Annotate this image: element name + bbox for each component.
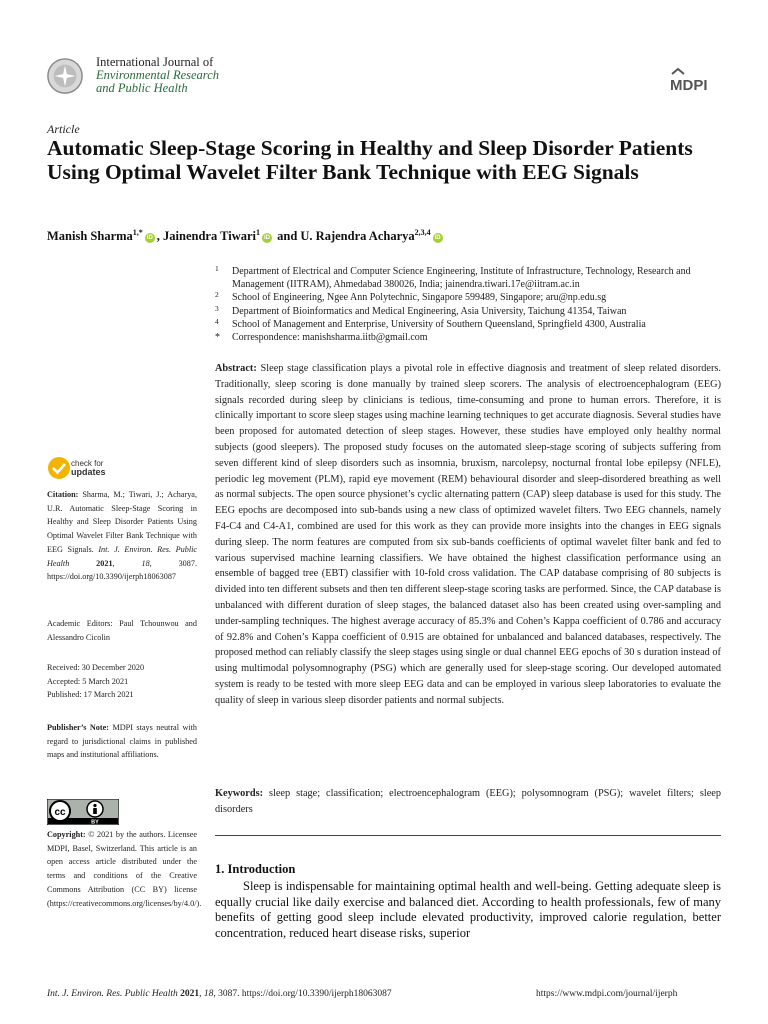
citation-doi-link[interactable]: , 3087. https://doi.org/10.3390/ijerph18063087 xyxy=(47,558,197,582)
published-date: Published: 17 March 2021 xyxy=(47,690,134,700)
journal-name xyxy=(96,56,219,95)
author-affiliation-ref: 1,* xyxy=(132,228,143,237)
footer-journal-url[interactable]: https://www.mdpi.com/journal/ijerph xyxy=(536,989,678,999)
keywords-label: Keywords: xyxy=(215,788,264,799)
correspondence-marker: * xyxy=(215,332,220,344)
mdpi-logo xyxy=(668,66,720,94)
publisher-note xyxy=(47,721,197,762)
svg-text:cc: cc xyxy=(54,807,66,818)
publication-dates xyxy=(47,661,197,702)
cc-by-license-icon[interactable] xyxy=(47,799,119,825)
citation-text: Sharma, M.; Tiwari, J.; Acharya, U.R. Automatic Sleep-Stage Scoring in Healthy and Sleep Disorder Patients Using Optimal Wavelet Filter Bank Technique with EEG Signals. xyxy=(47,490,197,554)
affiliation-text: Department of Electrical and Computer Science Engineering, Institute of Infrastructure, Technology, Research and Management (IITRAM), Ahmedabad 380026, India; jainendra.tiwari.17e@iitram.ac.in xyxy=(232,266,691,291)
copyright-text[interactable]: © 2021 by the authors. Licensee MDPI, Basel, Switzerland. This article is an open access article distributed under the terms and conditions of the Creative Commons Attribution (CC BY) license (https://creativecommons.org/licenses/by/4.0/). xyxy=(47,830,202,908)
cc-by-label: BY xyxy=(91,819,99,825)
author-name[interactable]: Jainendra Tiwari xyxy=(163,229,256,244)
copyright-block xyxy=(47,828,202,910)
correspondence xyxy=(215,331,715,344)
affiliation-item xyxy=(215,265,715,291)
affiliation-text: School of Management and Enterprise, University of Southern Queensland, Springfield 4300, Australia xyxy=(232,318,646,330)
received-date: Received: 30 December 2020 xyxy=(47,663,145,672)
footer-citation: Int. J. Environ. Res. Public Health 2021, 18, 3087. https://doi.org/10.3390/ijerph18063087 xyxy=(47,989,392,999)
citation-year: 2021 xyxy=(96,558,113,568)
author-separator: , xyxy=(156,229,164,244)
journal-logo xyxy=(46,57,84,95)
correspondence-text[interactable]: Correspondence: manishsharma.iitb@gmail.com xyxy=(232,332,428,344)
affiliation-item xyxy=(215,291,715,304)
check-updates-line1: check for xyxy=(71,459,104,468)
copyright-label: Copyright: xyxy=(47,830,86,839)
author-name[interactable]: Manish Sharma xyxy=(47,229,133,244)
affiliation-number: 2 xyxy=(215,290,219,300)
footer-journal: Int. J. Environ. Res. Public Health xyxy=(47,989,178,999)
author-separator: and xyxy=(274,229,301,244)
academic-editors: Academic Editors: Paul Tchounwou and Alessandro Cicolin xyxy=(47,619,197,642)
check-updates-icon xyxy=(47,456,71,480)
section-divider xyxy=(215,835,721,836)
abstract xyxy=(215,361,721,709)
affiliation-number: 3 xyxy=(215,303,219,313)
citation-volume: 18 xyxy=(141,558,150,568)
keywords-text: sleep stage; classification; electroencephalogram (EEG); polysomnogram (PSG); wavelet filters; sleep disorders xyxy=(215,788,721,815)
article-type: Article xyxy=(47,122,80,136)
publisher-note-label: Publisher’s Note: xyxy=(47,723,109,732)
affiliations xyxy=(215,265,715,344)
article-title: Automatic Sleep-Stage Scoring in Healthy and Sleep Disorder Patients Using Optimal Wavelet Filter Bank Technique with EEG Signals xyxy=(47,136,693,184)
keywords xyxy=(215,786,721,818)
check-updates-label xyxy=(71,459,106,477)
intro-paragraph: Sleep is indispensable for maintaining optimal health and well-being. Getting adequate sleep is equally crucial like daily exercise and balanced diet. According to health professionals, few of many benefits of getting good sleep include elevated productivity, improved calorie regulation, better concentration, reduced heart disease risks, superior xyxy=(215,879,721,941)
journal-name-line2: Environmental Research xyxy=(96,68,219,82)
affiliation-number: 1 xyxy=(215,264,219,273)
affiliation-text: Department of Bioinformatics and Medical Engineering, Asia University, Taichung 41354, Taiwan xyxy=(232,305,627,317)
author-name[interactable]: U. Rajendra Acharya xyxy=(300,229,415,244)
check-for-updates-button[interactable] xyxy=(47,456,127,480)
journal-name-line3: and Public Health xyxy=(96,81,188,95)
accepted-date: Accepted: 5 March 2021 xyxy=(47,676,129,686)
footer-volume: 18 xyxy=(203,989,214,999)
abstract-text: Sleep stage classification plays a pivotal role in effective diagnosis and treatment of sleep related disorders. Traditionally, sleep scoring is done manually by trained sleep scorers. The analysis of electroencephalogram (EEG) signals recorded during sleep by clinicians is tedious, time-consuming and prone to human errors. Therefore, it is clinically important to score sleep stages using machine learning techniques to get accurate diagnosis. Several studies have been proposed for automated detection of sleep stages. However, these studies have employed only healthy normal subjects (good sleepers). The proposed study focuses on the automated sleep-stage scoring of subjects suffering from seven different kind of sleep disorders such as insomnia, bruxism, narcolepsy, nocturnal frontal lobe epilepsy (NFLE), periodic leg movement (PLM), rapid eye movement (REM) behavioural disorder and sleep-disordered breathing as well as normal subjects. The open source physionet’s cyclic alternating pattern (CAP) sleep database is used for this study. The EEG epochs are decomposed into sub-bands using a new class of optimized wavelet filters. Two EEG channels, namely F4-C4 and C4-A1, combined are used for this work as they can provide more insights into the changes in EEG signals during sleep. The norm features are computed from six sub-bands coefficients of optimal wavelet filter bank and fed to various supervised machine learning classifiers. We have obtained the highest classification performance using an ensemble of bagged tree (EBT) classifier with 10-fold cross validation. The CAP database comprising of 80 subjects is divided into ten different subsets and then ten different sleep-stage scoring tasks are performed. Since, the CAP database is unbalanced with different duration of sleep stages, the balanced dataset also has been created using over-sampling and under-sampling techniques. The highest average accuracy of 85.3% and Cohen’s Kappa coefficient of 0.786 and accuracy of 92.8% and Cohen’s Kappa coefficient of 0.915 are obtained for unbalanced and balanced databases, respectively. The proposed method can reliably classify the sleep stages using single or dual channel EEG epochs of 30 s duration instead of using multimodal polysomnography (PSG) which are generally used for sleep-stage scoring. Our developed automated system is ready to be tested with more sleep EEG data and can be employed in various sleep laboratories to evaluate the quality of sleep in various sleep disorder patients and normal subjects. xyxy=(215,363,721,706)
citation-label: Citation: xyxy=(47,490,79,499)
abstract-label: Abstract: xyxy=(215,363,257,374)
orcid-icon[interactable]: iD xyxy=(146,235,153,242)
author-affiliation-ref: 1 xyxy=(256,228,260,237)
journal-name-line1: International Journal of xyxy=(96,55,214,69)
orcid-icon[interactable]: iD xyxy=(264,235,270,242)
affiliation-item xyxy=(215,318,715,331)
affiliation-number: 4 xyxy=(215,316,219,326)
footer-doi-link[interactable]: , 3087. https://doi.org/10.3390/ijerph18063087 xyxy=(213,989,392,999)
section-heading: 1. Introduction xyxy=(215,862,296,876)
citation-journal: Int. J. Environ. Res. Public Health xyxy=(47,544,198,568)
author-affiliation-ref: 2,3,4 xyxy=(414,228,431,237)
affiliation-item xyxy=(215,305,715,318)
citation-block: Citation: Sharma, M.; Tiwari, J.; Acharya, U.R. Automatic Sleep-Stage Scoring in Healthy and Sleep Disorder Patients Using Optimal Wavelet Filter Bank Technique with EEG Signals. Int. J. Environ. Res. Public Health 2021, 18, 3087. https://doi.org/10.3390/ijerph18063087 xyxy=(47,490,198,582)
publisher-note-text: MDPI stays neutral with regard to jurisdictional claims in published maps and institutional affiliations. xyxy=(47,723,197,760)
footer-year: 2021 xyxy=(180,989,200,999)
author-list xyxy=(47,228,445,244)
mdpi-logo-text: MDPI xyxy=(670,77,708,94)
orcid-icon[interactable]: iD xyxy=(434,235,441,242)
check-updates-line2: updates xyxy=(71,467,106,477)
affiliation-text: School of Engineering, Ngee Ann Polytechnic, Singapore 599489, Singapore; aru@np.edu.sg xyxy=(232,292,607,304)
